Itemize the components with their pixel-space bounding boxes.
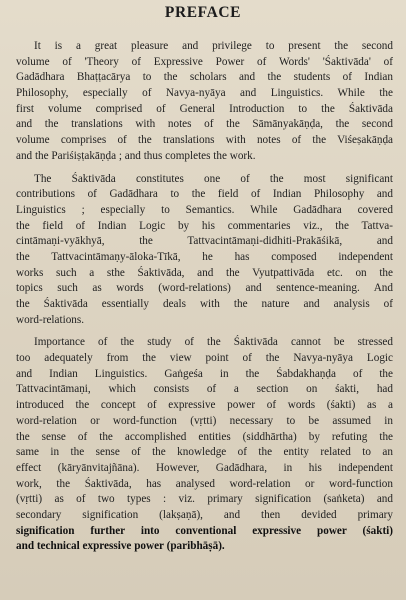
text-line: work, the Śaktivāda, has analysed word-relation or word-function bbox=[16, 477, 393, 490]
text-line: and technical expressive power (paribhāṣā). bbox=[16, 540, 225, 553]
text-line: word-relations. bbox=[16, 313, 85, 326]
text-line: the sense of the accomplished entities (siddhārtha) by refuting the bbox=[16, 430, 393, 443]
text-line: and the translations with notes of the Sāmānyakāṇḍa, the second bbox=[16, 118, 393, 131]
text-line: Importance of the study of the Śaktivāda cannot be stressed bbox=[34, 336, 393, 349]
text-line: same in the sense of the knowledge of the entity related to an bbox=[16, 446, 393, 459]
text-line: word-relation or word-function (vṛtti) necessary to be assumed in bbox=[16, 414, 393, 427]
text-line: works such a sthe Śaktivāda, and the Vyutpattivāda etc. on the bbox=[16, 266, 393, 279]
text-line: Linguistics ; especially to Semantics. While Gadādhara covered bbox=[16, 203, 393, 216]
text-line: and the Pariśiṣṭakāṇḍa ; and thus completes the work. bbox=[16, 149, 256, 162]
text-line: Philosophy, especially of Navya-nyāya and Linguistics. While the bbox=[16, 87, 393, 100]
text-line: too adequately from the view point of the Navya-nyāya Logic bbox=[16, 352, 393, 365]
text-line: the Śaktivāda essentially deals with the nature and analysis of bbox=[16, 298, 393, 310]
text-line: volume of 'Theory of Expressive Power of Words' 'Śaktivāda' of bbox=[16, 55, 393, 68]
text-line: (vṛtti) as of two types : viz. primary signification (saṅketa) and bbox=[16, 493, 393, 506]
text-line: Tattvacintāmaṇi, which consists of a section on śakti, had bbox=[16, 383, 393, 396]
text-line: signification further into conventional expressive power (śakti) bbox=[16, 524, 393, 537]
text-line: The Śaktivāda constitutes one of the most significant bbox=[34, 172, 393, 185]
paragraph-2 bbox=[16, 172, 393, 329]
paragraph-1 bbox=[16, 39, 393, 165]
paragraph-3 bbox=[16, 335, 393, 555]
text-line: contributions of Gadādhara to the field of Indian Philosophy and bbox=[16, 188, 393, 201]
text-line: cintāmaṇi-vyākhyā, the Tattvacintāmaṇi-didhiti-Prakāśikā, and bbox=[16, 235, 393, 248]
document-body bbox=[16, 39, 393, 562]
text-line: It is a great pleasure and privilege to present the second bbox=[34, 40, 393, 52]
text-line: and Indian Linguistics. Gaṅgeśa in the Śabdakhaṇḍa of the bbox=[16, 367, 393, 380]
text-line: Gadādhara Bhaṭṭacārya to the scholars and the students of Indian bbox=[16, 71, 393, 84]
text-line: introduced the concept of expressive power of words (śakti) as a bbox=[16, 399, 393, 412]
text-line: topics such as words (word-relations) and sentence-meaning. And bbox=[16, 282, 393, 295]
text-line: effect (kāryānvitajñāna). However, Gadādhara, in his independent bbox=[16, 461, 393, 474]
text-line: secondary signification (lakṣaṇā), and then devided primary bbox=[16, 508, 393, 521]
text-line: the field of Indian Logic by his commentaries viz., the Tattva- bbox=[16, 219, 393, 232]
page-title: PREFACE bbox=[164, 4, 242, 21]
text-line: the Tattvacintāmaṇy-āloka-Tīkā, he has composed independent bbox=[16, 250, 393, 263]
text-line: first volume comprised of General Introduction to the Śaktivāda bbox=[16, 102, 393, 115]
text-line: volume comprises of the translations with notes of the Viśeṣakāṇḍa bbox=[16, 134, 393, 147]
